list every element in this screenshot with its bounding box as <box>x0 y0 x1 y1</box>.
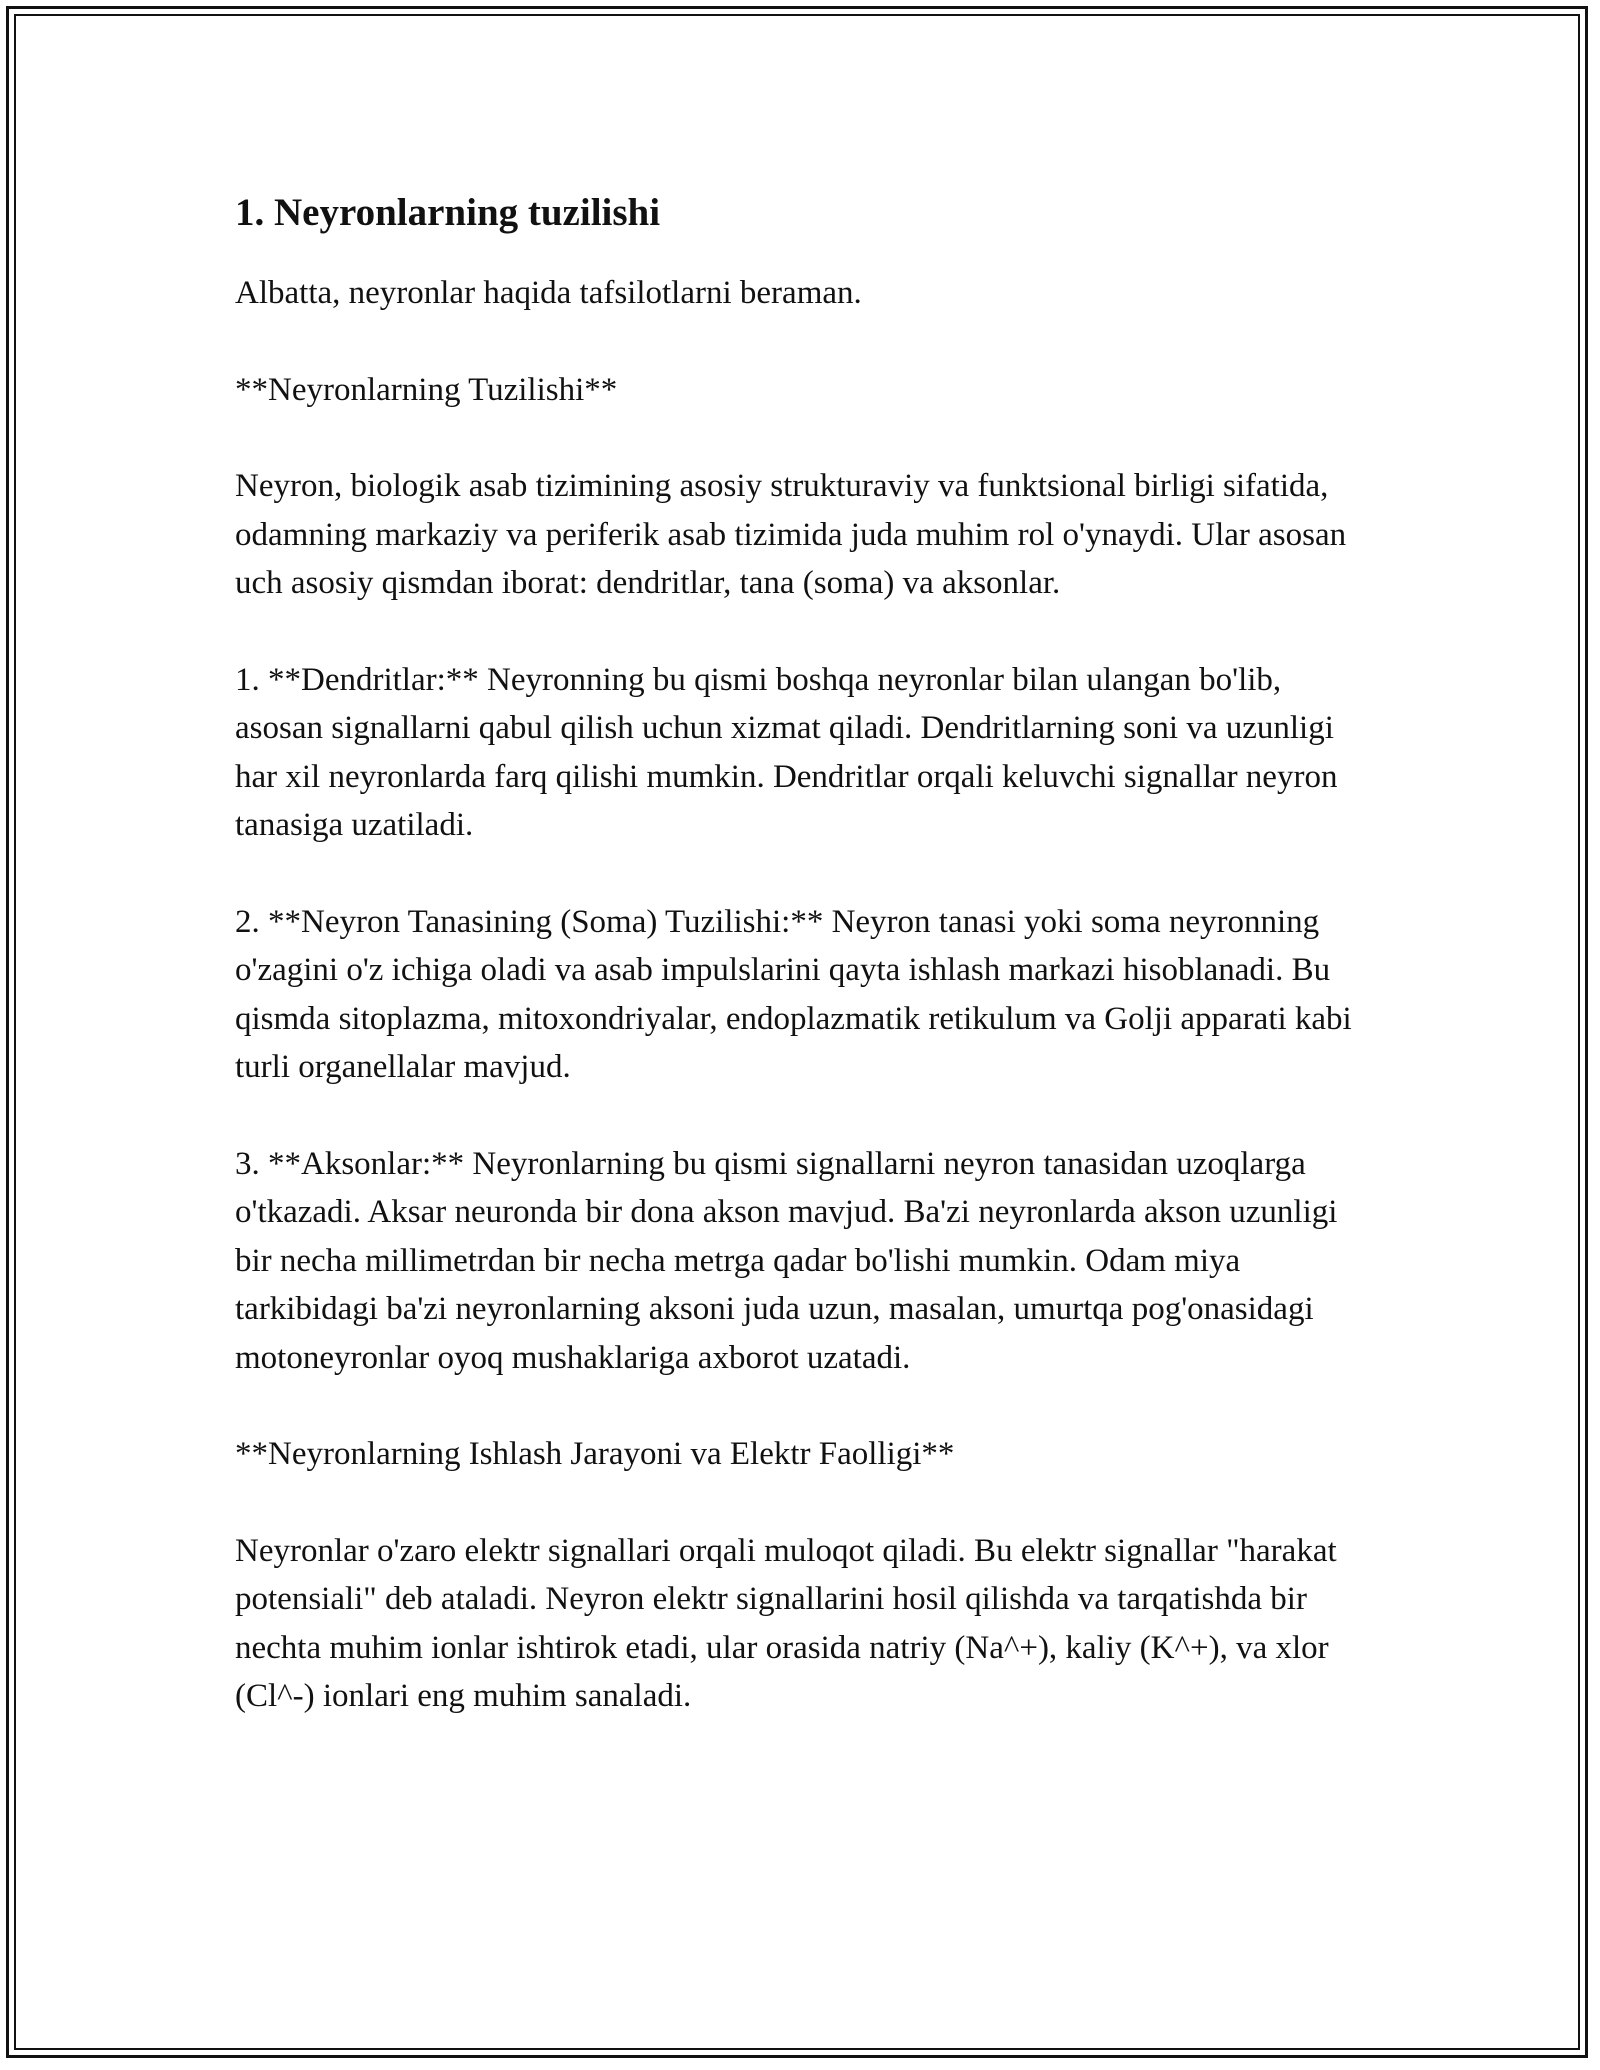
axons-paragraph: 3. **Aksonlar:** Neyronlarning bu qismi signallarni neyron tanasidan uzoqlarga o'tkazadi. Aksar neuronda bir dona akson mavjud. Ba'zi neyronlarda akson uzunligi bir necha millimetrdan bir necha metrga qadar bo'lishi mumkin. Odam miya tarkibidagi ba'zi neyronlarning aksoni juda uzun, masalan, umurtqa pog'onasidagi motoneyronlar oyoq mushaklariga axborot uzatadi. <box>235 1145 1338 1376</box>
electrical-activity-paragraph: Neyronlar o'zaro elektr signallari orqali muloqot qiladi. Bu elektr signallar "harakat potensiali" deb ataladi. Neyron elektr signallarini hosil qilishda va tarqatishda bir nechta muhim ionlar ishtirok etadi, ular orasida natriy (Na^+), kaliy (K^+), va xlor (Cl^-) ionlari eng muhim sanaladi. <box>235 1532 1337 1714</box>
subheading-activity: **Neyronlarning Ishlash Jarayoni va Elektr Faolligi** <box>235 1436 955 1472</box>
subheading-structure: **Neyronlarning Tuzilishi** <box>235 371 618 408</box>
document-body <box>235 183 1375 1769</box>
intro-paragraph: Albatta, neyronlar haqida tafsilotlarni beraman. <box>235 275 862 311</box>
section-heading: 1. Neyronlarning tuzilishi <box>235 191 661 234</box>
soma-paragraph: 2. **Neyron Tanasining (Soma) Tuzilishi:** Neyron tanasi yoki soma neyronning o'zagini o'z ichiga oladi va asab impulslarini qayta ishlash markazi hisoblanadi. Bu qismda sitoplazma, mitoxondriyalar, endoplazmatik retikulum va Golji apparati kabi turli organellalar mavjud. <box>235 903 1352 1085</box>
neuron-overview-paragraph: Neyron, biologik asab tizimining asosiy strukturaviy va funktsional birligi sifatida, odamning markaziy va periferik asab tizimida juda muhim rol o'ynaydi. Ular asosan uch asosiy qismdan iborat: dendritlar, tana (soma) va aksonlar. <box>235 468 1347 601</box>
dendrites-paragraph: 1. **Dendritlar:** Neyronning bu qismi boshqa neyronlar bilan ulangan bo'lib, asosan signallarni qabul qilish uchun xizmat qiladi. Dendritlarning soni va uzunligi har xil neyronlarda farq qilishi mumkin. Dendritlar orqali keluvchi signallar neyron tanasiga uzatiladi. <box>235 661 1338 843</box>
